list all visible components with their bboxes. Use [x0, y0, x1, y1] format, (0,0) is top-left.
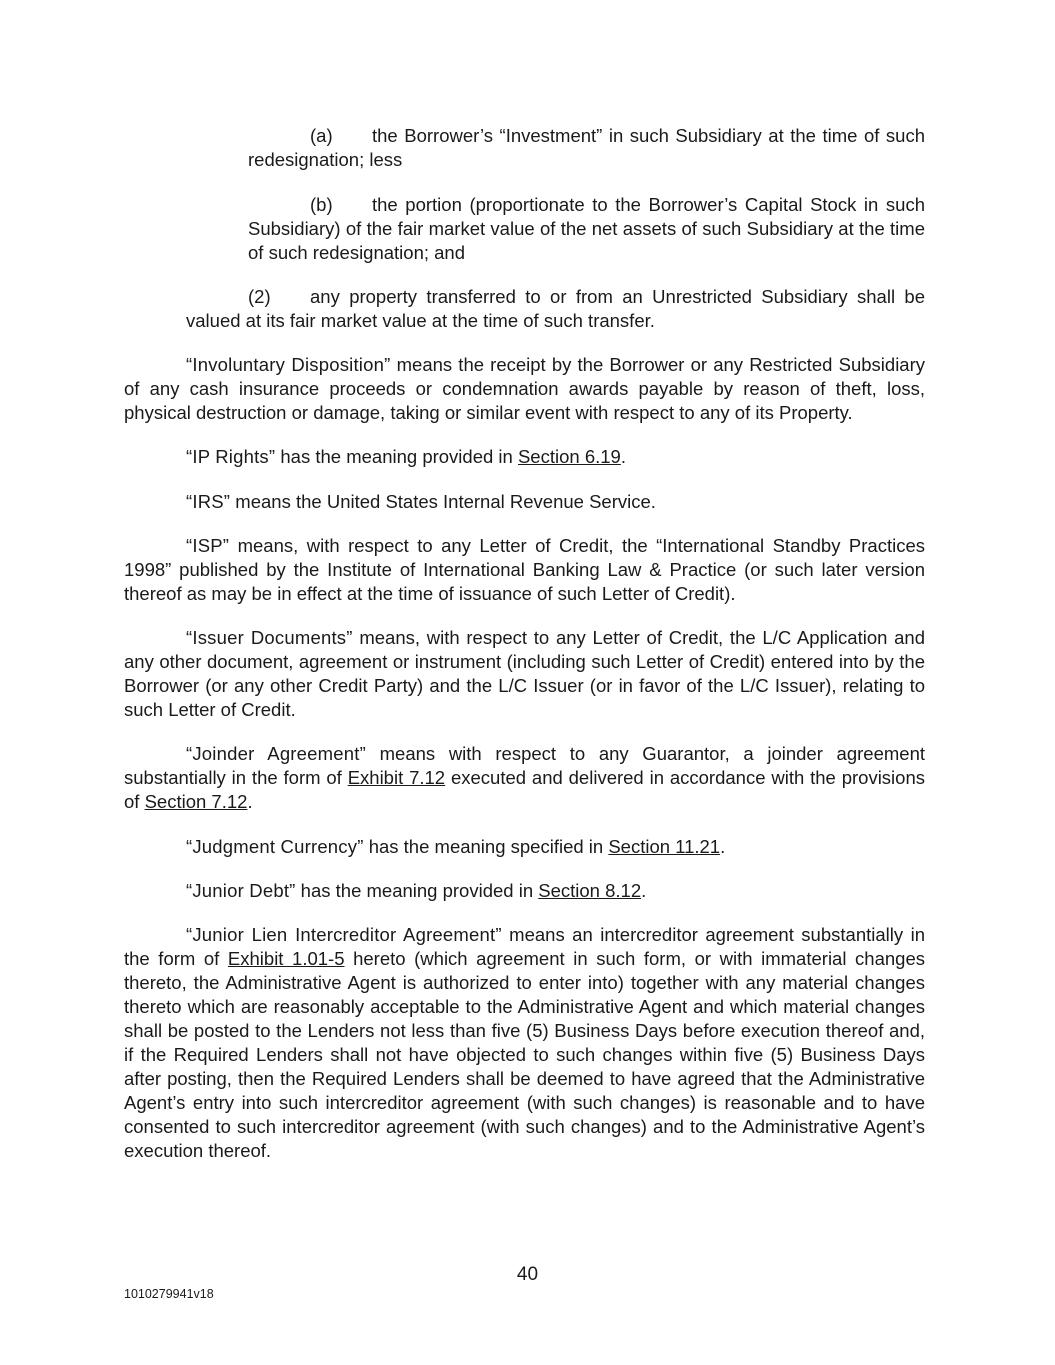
- definition-text: means the receipt by the Borrower or any Restricted Subsidiary of any cash insurance proceeds or condemnation awards payable by reason of theft, loss, physical destruction or damage, taking or similar event with respect to any of its Property.: [124, 354, 926, 423]
- definition-junior-debt: [186, 879, 646, 903]
- clause-a-label: (a): [310, 125, 333, 146]
- clause-a-text: the Borrower’s “Investment” in such Subsidiary at the time of such redesignation; less: [248, 125, 925, 170]
- punctuation: .: [720, 836, 726, 857]
- definition-text: means an intercreditor agreement substantially in the form of: [124, 924, 925, 969]
- defined-term: “Judgment Currency”: [186, 836, 364, 857]
- defined-term: “IRS”: [186, 491, 231, 512]
- clause-b-label: (b): [310, 194, 333, 215]
- definition-issuer-documents: [124, 626, 925, 722]
- definition-text-continued: executed and delivered in accordance with the provisions of: [124, 767, 925, 812]
- definition-isp: [124, 534, 925, 606]
- definition-joinder-agreement: [124, 742, 925, 814]
- definition-junior-lien-intercreditor-agreement: [124, 923, 925, 1163]
- section-reference-link[interactable]: Section 7.12: [144, 791, 248, 812]
- definition-involuntary-disposition: [124, 353, 925, 425]
- clause-b-text: the portion (proportionate to the Borrower’s Capital Stock in such Subsidiary) of the fair market value of the net assets of such Subsidiary at the time of such redesignation; and: [248, 194, 925, 263]
- section-reference-link[interactable]: Section 11.21: [608, 836, 721, 857]
- definition-ip-rights: [186, 445, 626, 469]
- clause-2-text: any property transferred to or from an Unrestricted Subsidiary shall be valued at its fair market value at the time of such transfer.: [186, 286, 925, 331]
- defined-term: “Involuntary Disposition”: [186, 354, 391, 375]
- exhibit-reference-link[interactable]: Exhibit 1.01-5: [227, 948, 345, 969]
- definition-text: has the meaning specified in: [363, 836, 609, 857]
- definition-text: means with respect to any Guarantor, a joinder agreement substantially in the form of: [124, 743, 925, 788]
- defined-term: “Junior Lien Intercreditor Agreement”: [186, 924, 502, 945]
- defined-term: “ISP”: [186, 535, 230, 556]
- clause-b: [248, 193, 925, 265]
- clause-2: [186, 285, 925, 333]
- exhibit-reference-link[interactable]: Exhibit 7.12: [347, 767, 446, 788]
- clause-2-label: (2): [248, 286, 271, 307]
- defined-term: “IP Rights”: [186, 446, 276, 467]
- definition-text: means, with respect to any Letter of Credit, the L/C Application and any other document, agreement or instrument (including such Letter of Credit) entered into by the Borrower (or any other Credit Party) and the L/C Issuer (or in favor of the L/C Issuer), relating to such Letter of Credit.: [124, 627, 925, 720]
- definition-text: means the United States Internal Revenue Service.: [230, 491, 656, 512]
- section-reference-link[interactable]: Section 6.19: [517, 446, 621, 467]
- punctuation: .: [247, 791, 253, 812]
- definition-irs: [186, 490, 656, 514]
- punctuation: .: [620, 446, 626, 467]
- document-id: 1010279941v18: [124, 1287, 214, 1301]
- definition-text: means, with respect to any Letter of Credit, the “International Standby Practices 1998” published by the Institute of International Banking Law & Practice (or such later version thereof as may be in effect at the time of issuance of such Letter of Credit).: [124, 535, 925, 604]
- definition-judgment-currency: [186, 835, 725, 859]
- definition-text-continued: hereto (which agreement in such form, or with immaterial changes thereto, the Administrative Agent is authorized to enter into) together with any material changes thereto which are reasonably acceptable to the Administrative Agent and which material changes shall be posted to the Lenders not less than five (5) Business Days before execution thereof and, if the Required Lenders shall not have objected to such changes within five (5) Business Days after posting, then the Required Lenders shall be deemed to have agreed that the Administrative Agent’s entry into such intercreditor agreement (with such changes) is reasonable and to have consented to such intercreditor agreement (with such changes) and to the Administrative Agent’s execution thereof.: [124, 948, 925, 1161]
- definition-text: has the meaning provided in: [275, 446, 518, 467]
- defined-term: “Junior Debt”: [186, 880, 296, 901]
- definition-text: has the meaning provided in: [295, 880, 539, 901]
- defined-term: “Issuer Documents”: [186, 627, 353, 648]
- defined-term: “Joinder Agreement”: [186, 743, 366, 764]
- section-reference-link[interactable]: Section 8.12: [538, 880, 642, 901]
- clause-a: [248, 124, 925, 172]
- page-number: 40: [516, 1264, 539, 1285]
- punctuation: .: [641, 880, 647, 901]
